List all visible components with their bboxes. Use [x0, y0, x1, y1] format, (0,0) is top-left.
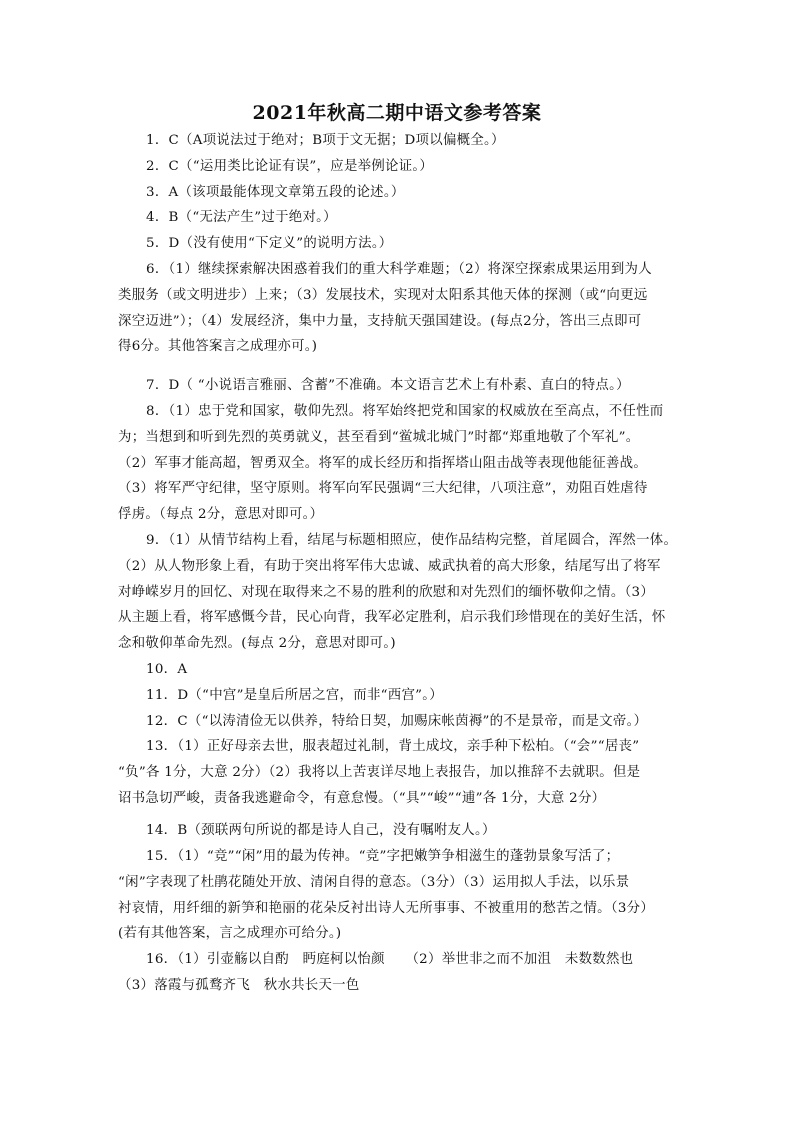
- answer-item: [118, 709, 678, 735]
- answer-line: 6．（1）继续探索解决困惑着我们的重大科学难题；（2）将深空探索成果运用到为人: [146, 262, 652, 277]
- answer-item: [118, 683, 678, 709]
- answer-line: 15．（1）“竞”“闲”用的最为传神。“竞”字把嫩笋争相滋生的蓬勃景象写活了；: [146, 849, 620, 864]
- answer-line: 14．B（颈联两句所说的都是诗人自己，没有嘱咐友人。）: [146, 823, 496, 838]
- answer-item: [118, 180, 678, 206]
- answer-line: 念和敬仰革命先烈。(每点 2分，意思对即可。): [118, 636, 396, 652]
- answer-line: 4．B（“无法产生”过于绝对。）: [146, 210, 337, 225]
- answer-line: （2）军事才能高超，智勇双全。将军的成长经历和指挥塔山阻击战等表现他能征善战。: [118, 455, 648, 471]
- answer-line: 12．C（“以涛清俭无以供养，特给日契，加赐床帐茵褥”的不是景帝，而是文帝。）: [146, 714, 648, 729]
- answer-line: （2）从人物形象上看，有助于突出将军伟大忠诚、威武执着的高大形象，结尾写出了将军: [118, 558, 661, 574]
- answer-line: 10．A: [146, 662, 188, 677]
- answer-item: [118, 734, 678, 811]
- answer-item: [118, 128, 678, 154]
- answer-line: 13．（1）正好母亲去世，服表超过礼制，背土成坟，亲手种下松柏。（“会”“居丧”: [146, 739, 640, 754]
- answer-line: 类服务（或文明进步）上来；（3）发展技术，实现对太阳系其他天体的探测（或“向更远: [118, 287, 648, 303]
- answer-item: [118, 844, 678, 947]
- answer-line: 2．C（“运用类比论证有误”，应是举例论证。）: [146, 159, 434, 174]
- answer-item: [118, 154, 678, 180]
- answer-line: 衬哀情，用纤细的新笋和艳丽的花朵反衬出诗人无所事事、不被重用的愁苦之情。（3分）: [118, 900, 655, 916]
- answer-item: [118, 818, 678, 844]
- answer-item: [118, 528, 678, 657]
- answer-item: [118, 205, 678, 231]
- answer-line: 5．D（没有使用“下定义”的说明方法。）: [146, 236, 393, 251]
- answer-item: [118, 257, 678, 360]
- answer-item: [118, 231, 678, 257]
- answer-line: “闲”字表现了杜鹃花随处开放、清闲自得的意态。（3分）（3）运用拟人手法，以乐景: [118, 874, 630, 890]
- answer-item: [118, 657, 678, 683]
- answer-line: （3）将军严守纪律，坚守原则。将军向军民强调“三大纪律，八项注意”，劝阻百姓虐待: [118, 481, 648, 497]
- page-title: 2021年秋高二期中语文参考答案: [252, 102, 542, 124]
- answer-line: 16．（1）引壶觞以自酌 眄庭柯以怡颜 （2）举世非之而不加沮 未数数然也: [146, 952, 634, 967]
- answer-line: 8．（1）忠于党和国家，敬仰先烈。将军始终把党和国家的权威放在至高点，不任性而: [146, 404, 664, 419]
- answer-line: (若有其他答案，言之成理亦可给分。): [118, 926, 342, 942]
- answer-item: [118, 947, 678, 999]
- answer-line: 7．D（ “小说语言雅丽、含蓄”不准确。本文语言艺术上有朴素、直白的特点。）: [146, 378, 630, 393]
- answer-line: 得6分。其他答案言之成理亦可。): [118, 339, 318, 355]
- answer-item: [118, 373, 678, 399]
- answer-line: 从主题上看，将军感慨今昔，民心向背，我军必定胜利，启示我们珍惜现在的美好生活，怀: [118, 610, 666, 626]
- answer-line: 诏书急切严峻，责备我逃避命令，有意怠慢。（“具”“峻”“逋”各 1分，大意 2分）: [118, 790, 606, 806]
- answer-line: 9．（1）从情节结构上看，结尾与标题相照应，使作品结构完整，首尾圆合，浑然一体。: [146, 533, 678, 548]
- answer-line: 俘虏。（每点 2分，意思对即可。）: [118, 507, 324, 523]
- answer-item: [118, 399, 678, 528]
- answer-line: 深空迈进”）；（4）发展经济，集中力量，支持航天强国建设。(每点2分，答出三点即可: [118, 313, 642, 329]
- answer-line: 11．D（“中宫”是皇后所居之宫，而非“西宫”。）: [146, 688, 443, 703]
- answer-line: 3．A（该项最能体现文章第五段的论述。）: [146, 185, 405, 200]
- answer-line: （3）落霞与孤鹜齐飞 秋水共长天一色: [118, 977, 360, 993]
- answer-line: 对峥嵘岁月的回忆、对现在取得来之不易的胜利的欣慰和对先烈们的缅怀敬仰之情。（3）: [118, 584, 655, 600]
- answer-line: 1．C（A项说法过于绝对；B项于文无据；D项以偏概全。）: [146, 133, 505, 148]
- answer-line: 为；当想到和听到先烈的英勇就义，甚至看到“鲎城北城门”时都“郑重地敬了个军礼”。: [118, 429, 640, 445]
- answer-line: “负”各 1分，大意 2分）（2）我将以上苦衷详尽地上表报告，加以推辞不去就职。但是: [118, 764, 641, 780]
